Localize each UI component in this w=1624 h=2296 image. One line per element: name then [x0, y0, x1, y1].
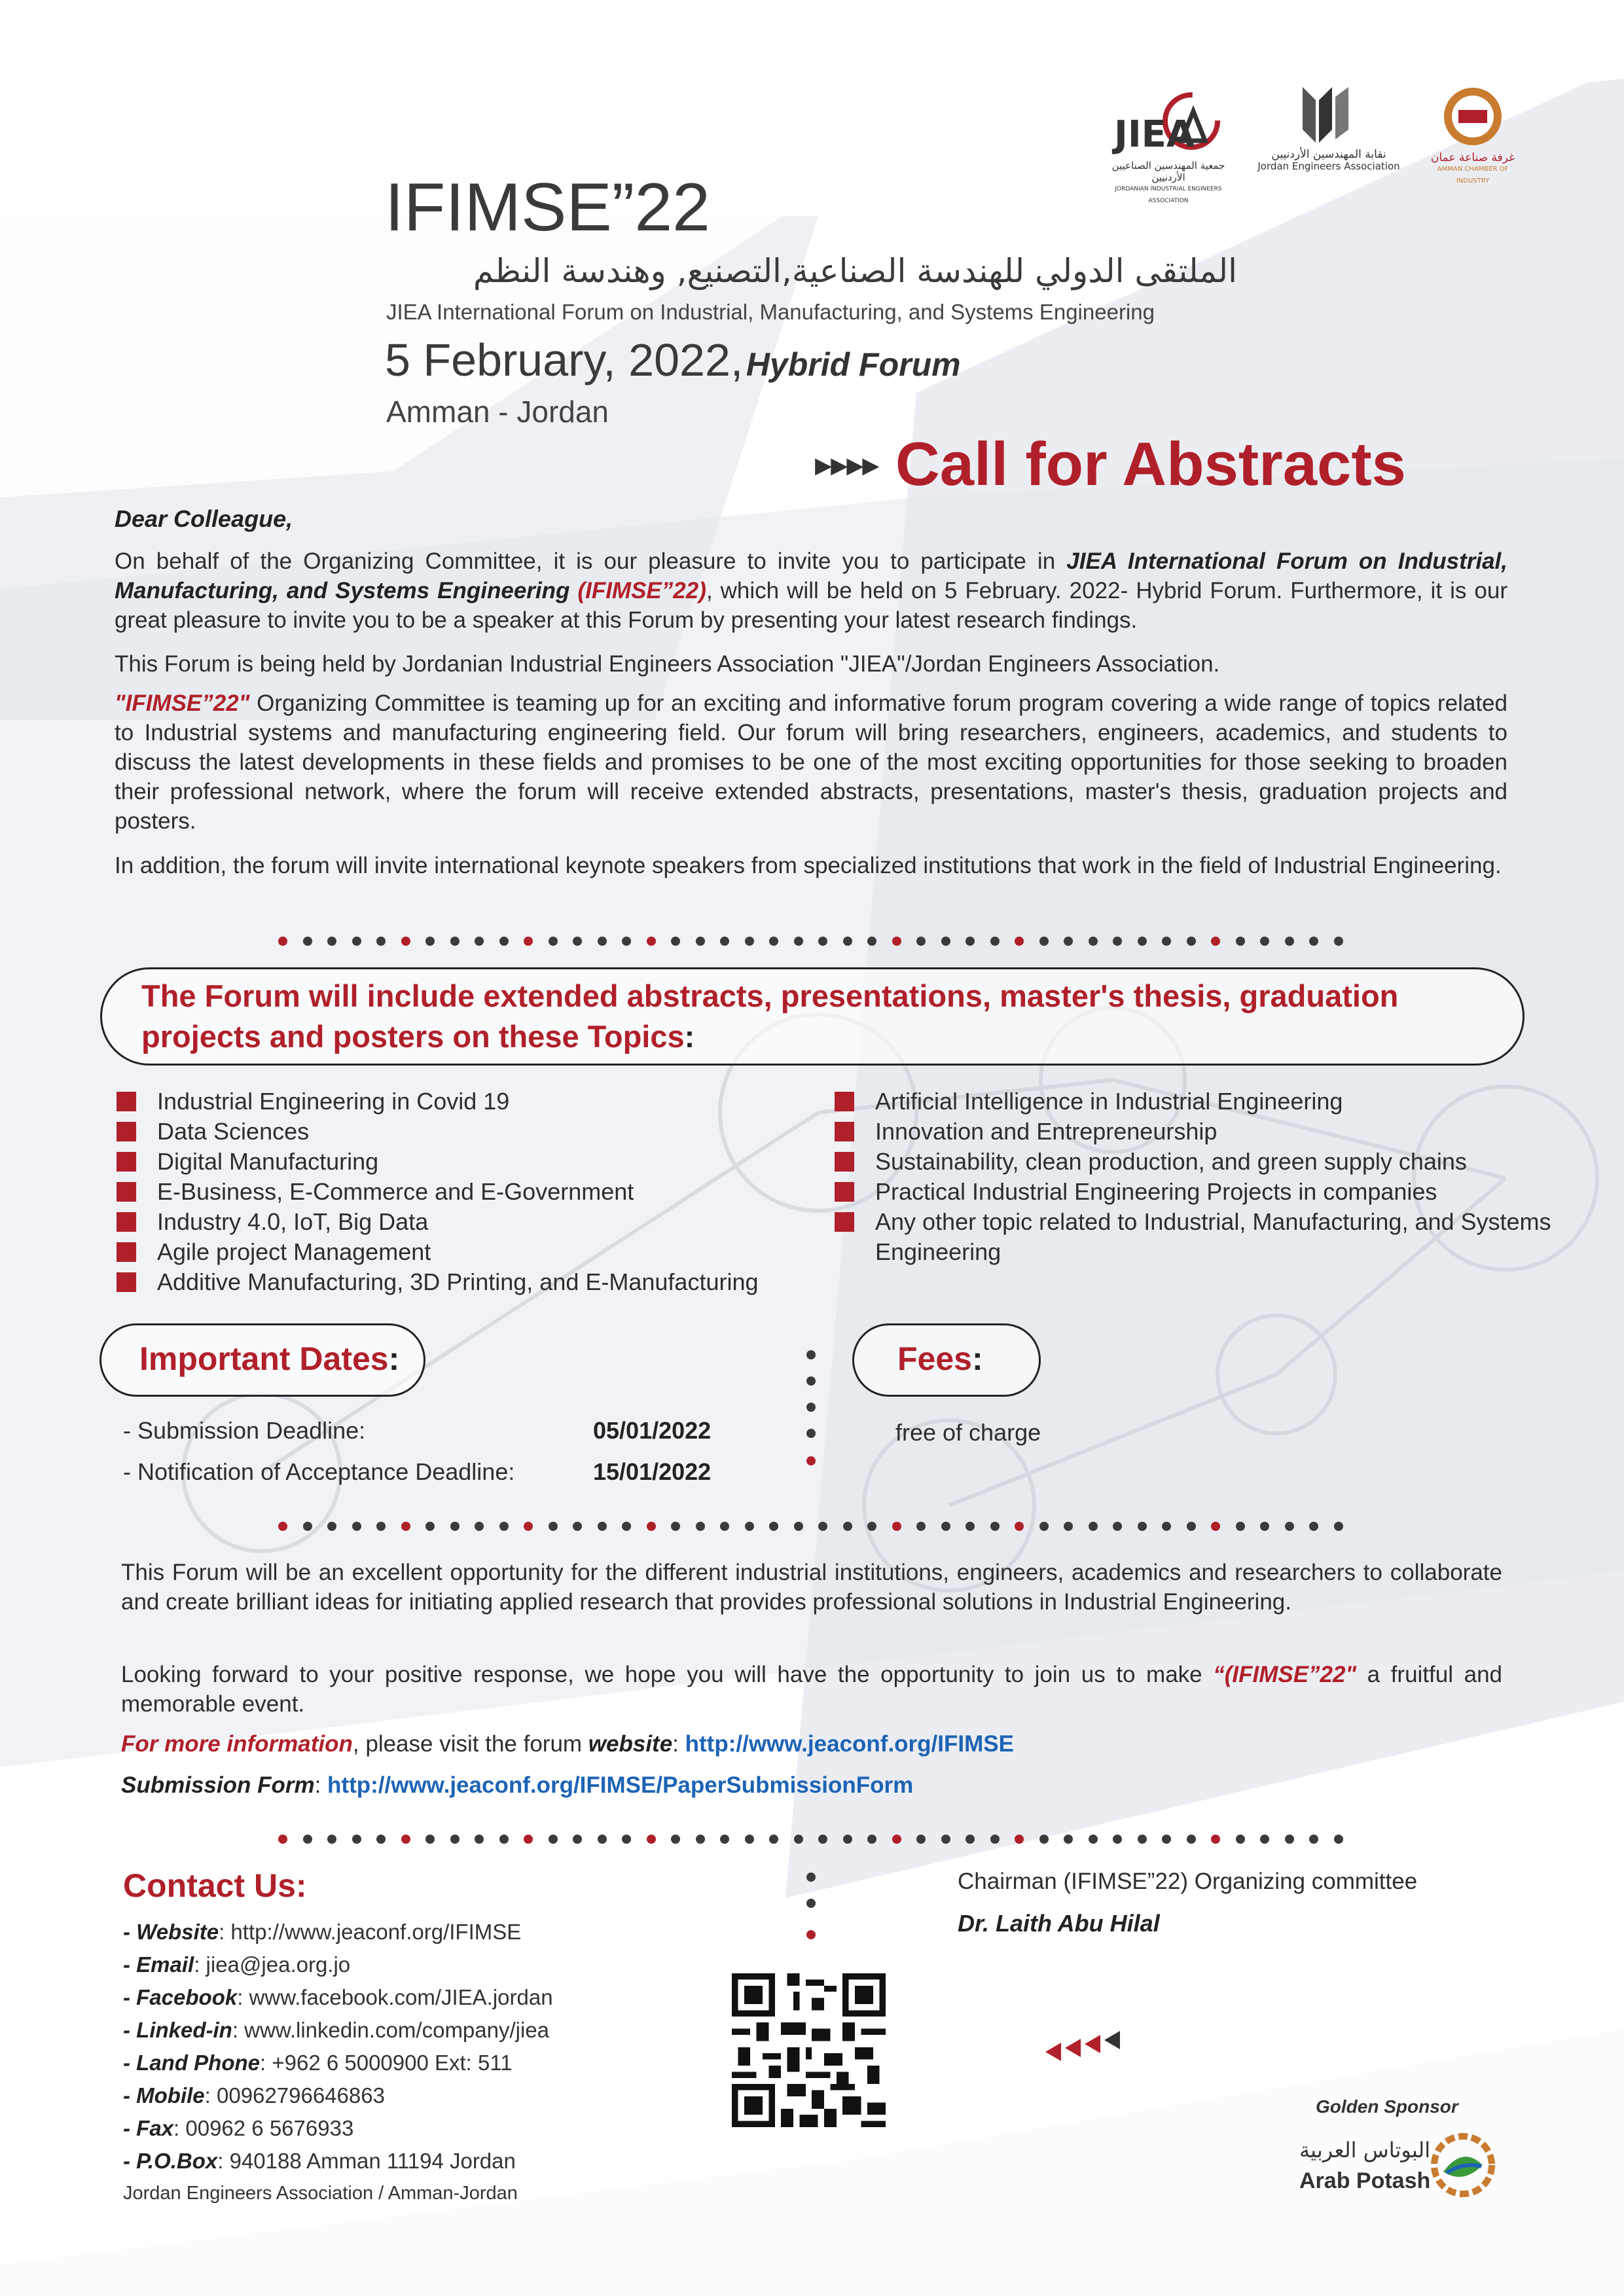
topic-bullet-icon	[117, 1212, 136, 1232]
separator-dot	[745, 1835, 754, 1844]
jiea-logo-text: JIEA	[1114, 113, 1195, 156]
separator-dot	[1187, 1522, 1196, 1531]
contact-item-value: : www.facebook.com/JIEA.jordan	[237, 1985, 553, 2009]
separator-dot	[867, 1835, 876, 1844]
separator-dot	[1211, 1522, 1220, 1531]
topic-bullet-icon	[835, 1092, 854, 1111]
notification-deadline-label: - Notification of Acceptance Deadline:	[123, 1458, 515, 1485]
separator-dot	[769, 937, 778, 946]
closing-p2-text-c: a fruitful and memorable event.	[121, 1662, 1502, 1717]
separator-dot	[278, 1835, 287, 1844]
forum-date-line	[385, 334, 961, 386]
separator-dot	[303, 1522, 312, 1531]
p1-forum-acronym: (IFIMSE”22)	[577, 578, 706, 603]
forum-format: Hybrid Forum	[746, 346, 961, 383]
separator-dot	[1015, 1522, 1024, 1531]
separator-dot	[818, 1835, 827, 1844]
notification-deadline-value: 15/01/2022	[593, 1458, 712, 1485]
contact-item	[123, 2145, 553, 2178]
contact-item	[123, 1948, 553, 1981]
dot-separator-1	[278, 935, 1352, 948]
sponsor-name-ar: البوتاس العربية	[1299, 2138, 1431, 2162]
separator-dot	[376, 1835, 386, 1844]
separator-dot	[475, 1835, 484, 1844]
letter-paragraph-3	[115, 689, 1507, 836]
separator-dot	[1089, 1835, 1098, 1844]
chamber-logo-mark	[1440, 84, 1506, 149]
chairman-role: Chairman (IFIMSE”22) Organizing committee	[958, 1869, 1418, 1894]
separator-dot	[401, 1522, 410, 1531]
separator-dot	[401, 1835, 410, 1844]
separator-dot	[425, 937, 435, 946]
jea-logo	[1254, 84, 1404, 172]
separator-dot	[549, 937, 558, 946]
contact-item-value: : 00962 6 5676933	[173, 2116, 354, 2140]
call-heading	[815, 429, 1406, 499]
forum-location: Amman - Jordan	[386, 395, 609, 429]
separator-dot	[671, 1522, 680, 1531]
p1-text-a: On behalf of the Organizing Committee, it is our pleasure to invite you to participate in	[115, 548, 1067, 574]
contact-item-label: - Linked-in	[123, 2018, 232, 2042]
closing-p2-acronym: “(IFIMSE”22"	[1213, 1662, 1357, 1687]
jiea-caption-ar: جمعية المهندسين الصناعيين الأردنيين	[1111, 160, 1225, 183]
contact-item	[123, 2014, 553, 2047]
separator-dot	[1138, 1835, 1147, 1844]
call-title: Call for Abstracts	[895, 429, 1406, 498]
forum-subtitle: JIEA International Forum on Industrial, Manufacturing, and Systems Engineering	[386, 300, 1155, 324]
topic-bullet-icon	[117, 1242, 136, 1262]
contact-item	[123, 2112, 553, 2145]
sponsor-name-en: Arab Potash	[1299, 2168, 1431, 2193]
separator-dot	[524, 1522, 533, 1531]
separator-dot	[499, 937, 509, 946]
jiea-caption-en: JORDANIAN INDUSTRIAL ENGINEERS ASSOCIATION	[1115, 186, 1222, 204]
separator-dot	[1309, 1835, 1318, 1844]
topic-bullet-icon	[835, 1122, 854, 1141]
separator-dot	[425, 1835, 435, 1844]
contact-item-label: - Facebook	[123, 1985, 238, 2009]
more-info-label: For more information	[121, 1731, 353, 1757]
website-colon: :	[672, 1731, 685, 1757]
separator-dot	[941, 1522, 950, 1531]
p3-forum-acronym: "IFIMSE”22"	[115, 691, 250, 716]
website-link[interactable]: http://www.jeaconf.org/IFIMSE	[685, 1731, 1014, 1757]
submission-form-line	[121, 1770, 1502, 1800]
contact-item	[123, 2047, 553, 2079]
topic-item: E-Business, E-Commerce and E-Government	[157, 1178, 634, 1205]
separator-dot	[867, 937, 876, 946]
separator-dot	[1089, 1522, 1098, 1531]
separator-dot	[745, 1522, 754, 1531]
separator-dot	[1113, 937, 1122, 946]
important-dates-colon: :	[388, 1340, 400, 1377]
website-label: website	[588, 1731, 673, 1757]
separator-dot	[843, 1522, 852, 1531]
separator-dot	[843, 937, 852, 946]
topic-bullet-icon	[117, 1092, 136, 1111]
topic-item: Industrial Engineering in Covid 19	[157, 1088, 510, 1115]
separator-dot	[745, 937, 754, 946]
topic-bullet-icon	[835, 1182, 854, 1202]
topic-bullet-icon	[117, 1152, 136, 1172]
separator-dot	[524, 1835, 533, 1844]
separator-dot	[1187, 1835, 1196, 1844]
separator-dot	[352, 937, 361, 946]
topic-bullet-icon	[835, 1212, 854, 1232]
separator-dot	[1162, 937, 1171, 946]
separator-dot	[867, 1522, 876, 1531]
topic-item: Digital Manufacturing	[157, 1148, 379, 1175]
separator-dot	[1260, 1835, 1269, 1844]
separator-dot	[573, 1522, 582, 1531]
important-dates-header-box	[99, 1323, 425, 1397]
separator-dot	[352, 1522, 361, 1531]
submission-form-label: Submission Form	[121, 1772, 315, 1798]
arab-potash-emblem	[1430, 2132, 1496, 2198]
separator-dot	[303, 937, 312, 946]
separator-dot	[303, 1835, 312, 1844]
separator-dot	[916, 1522, 926, 1531]
separator-dot	[1260, 1522, 1269, 1531]
important-dates-title	[139, 1340, 399, 1378]
separator-dot	[450, 937, 460, 946]
separator-dot	[1162, 1522, 1171, 1531]
more-info-line	[121, 1729, 1502, 1759]
contact-item-label: - Mobile	[123, 2083, 205, 2108]
arrow-icon: ▸▸▸▸	[815, 446, 878, 484]
chamber-caption-en: AMMAN CHAMBER OF INDUSTRY	[1437, 166, 1509, 185]
contact-title: Contact Us:	[123, 1867, 307, 1904]
topic-item: Artificial Intelligence in Industrial Engineering	[875, 1088, 1343, 1115]
separator-dot	[794, 1835, 803, 1844]
jea-caption-en: Jordan Engineers Association	[1257, 160, 1400, 172]
separator-dot	[843, 1835, 852, 1844]
fees-value: free of charge	[895, 1419, 1041, 1446]
separator-dot	[647, 937, 656, 946]
topic-item: Agile project Management	[157, 1238, 431, 1265]
greeting: Dear Colleague,	[115, 505, 293, 532]
separator-dot	[622, 937, 631, 946]
triangle-arrows-icon	[1044, 2026, 1129, 2065]
contact-item	[123, 1916, 553, 1948]
separator-dot	[450, 1522, 460, 1531]
separator-dot	[818, 937, 827, 946]
chamber-logo	[1424, 84, 1522, 187]
contact-item-value: : 940188 Amman 11194 Jordan	[217, 2149, 516, 2173]
dot-separator-2	[278, 1520, 1352, 1533]
separator-dot	[1138, 937, 1147, 946]
separator-dot	[916, 937, 926, 946]
separator-dot	[769, 1522, 778, 1531]
separator-dot	[647, 1522, 656, 1531]
separator-dot	[1285, 1835, 1294, 1844]
separator-dot	[1334, 1835, 1343, 1844]
more-info-text: , please visit the forum	[352, 1731, 588, 1757]
separator-dot	[598, 1522, 607, 1531]
separator-dot	[720, 937, 729, 946]
submission-deadline-label: - Submission Deadline:	[123, 1417, 366, 1444]
separator-dot	[1236, 1835, 1245, 1844]
separator-dot	[671, 1835, 680, 1844]
topics-header-colon: :	[684, 1019, 695, 1054]
topic-bullet-icon	[835, 1152, 854, 1172]
separator-dot	[425, 1522, 435, 1531]
separator-dot	[1064, 1522, 1073, 1531]
fees-title	[897, 1340, 983, 1378]
separator-dot	[278, 1522, 287, 1531]
submission-deadline-value: 05/01/2022	[593, 1417, 712, 1444]
separator-dot	[720, 1522, 729, 1531]
separator-dot	[598, 937, 607, 946]
letter-paragraph-2: This Forum is being held by Jordanian Industrial Engineers Association "JIEA"/Jordan Engineers Association.	[115, 651, 1220, 677]
separator-dot	[916, 1835, 926, 1844]
separator-dot	[965, 1835, 975, 1844]
separator-dot	[524, 937, 533, 946]
separator-dot	[941, 1835, 950, 1844]
separator-dot	[1113, 1835, 1122, 1844]
contact-item-value: : http://www.jeaconf.org/IFIMSE	[219, 1920, 522, 1944]
qr-code[interactable]	[732, 1973, 886, 2127]
separator-dot	[327, 937, 336, 946]
topics-header-text: The Forum will include extended abstracts, presentations, master's thesis, graduation projects and posters on these Topics	[141, 978, 1399, 1054]
separator-dot	[941, 937, 950, 946]
separator-dot	[1236, 1522, 1245, 1531]
jiea-logo	[1106, 88, 1231, 207]
topic-item: Data Sciences	[157, 1118, 310, 1145]
separator-dot	[818, 1522, 827, 1531]
separator-dot	[769, 1835, 778, 1844]
topics-header	[141, 976, 1490, 1057]
separator-dot	[794, 937, 803, 946]
separator-dot	[892, 937, 901, 946]
important-dates-title-text: Important Dates	[139, 1340, 389, 1377]
p1-forum-name: JIEA International Forum on Industrial, Manufacturing, and Systems Engineering	[115, 548, 1508, 603]
separator-dot	[573, 1835, 582, 1844]
fees-title-text: Fees	[897, 1340, 972, 1377]
separator-dot	[1015, 1835, 1024, 1844]
separator-dot	[278, 937, 287, 946]
fees-colon: :	[971, 1340, 983, 1377]
chamber-caption-ar: غرفة صناعة عمان	[1431, 151, 1515, 164]
separator-dot	[965, 1522, 975, 1531]
contact-item-label: - P.O.Box	[123, 2149, 218, 2173]
separator-dot	[1039, 1835, 1049, 1844]
dot-separator-3	[278, 1833, 1352, 1846]
separator-dot	[1162, 1835, 1171, 1844]
separator-dot	[1334, 937, 1343, 946]
topic-item: Any other topic related to Industrial, Manufacturing, and Systems Engineering	[875, 1208, 1551, 1265]
separator-dot	[990, 1522, 1000, 1531]
vertical-dots-1	[802, 1348, 821, 1479]
separator-dot	[573, 937, 582, 946]
contact-item	[123, 1981, 553, 2014]
separator-dot	[1039, 1522, 1049, 1531]
golden-sponsor-label: Golden Sponsor	[1316, 2096, 1458, 2117]
contact-item-label: - Website	[123, 1920, 219, 1944]
jea-caption-ar: نقابة المهندسين الأردنيين	[1271, 148, 1386, 161]
separator-dot	[352, 1835, 361, 1844]
separator-dot	[475, 1522, 484, 1531]
contact-item-label: - Fax	[123, 2116, 174, 2140]
separator-dot	[549, 1522, 558, 1531]
separator-dot	[622, 1522, 631, 1531]
separator-dot	[647, 1835, 656, 1844]
separator-dot	[1260, 937, 1269, 946]
separator-dot	[376, 937, 386, 946]
separator-dot	[892, 1835, 901, 1844]
arab-potash-logo	[1299, 2132, 1496, 2204]
separator-dot	[1334, 1522, 1343, 1531]
topic-item: Industry 4.0, IoT, Big Data	[157, 1208, 429, 1235]
closing-paragraph-2	[121, 1660, 1502, 1719]
forum-title: IFIMSE”22	[385, 170, 710, 245]
separator-dot	[965, 937, 975, 946]
separator-dot	[450, 1835, 460, 1844]
topics-header-box	[100, 967, 1525, 1066]
separator-dot	[1064, 1835, 1073, 1844]
separator-dot	[327, 1835, 336, 1844]
contact-item-label: - Land Phone	[123, 2051, 260, 2075]
vertical-dots-2	[802, 1871, 821, 1949]
arabic-title: الملتقى الدولي للهندسة الصناعية,التصنيع, وهندسة النظم	[473, 252, 1237, 290]
separator-dot	[892, 1522, 901, 1531]
topic-bullet-icon	[117, 1272, 136, 1292]
separator-dot	[1138, 1522, 1147, 1531]
separator-dot	[990, 937, 1000, 946]
separator-dot	[1187, 937, 1196, 946]
contact-item-value: : 00962796646863	[204, 2083, 385, 2108]
p3-text: Organizing Committee is teaming up for an exciting and informative forum program covering a wide range of topics related to Industrial systems and manufacturing engineering field. Our forum will bring researchers, engineers, academics, and students to discuss the latest developments in these fields and promises to be one of the most exciting opportunities for those seeking to broaden their professional network, where the forum will receive extended abstracts, presentations, master's thesis, graduation projects and posters.	[115, 691, 1507, 834]
contact-item-label: - Email	[123, 1952, 194, 1977]
separator-dot	[1309, 1522, 1318, 1531]
separator-dot	[499, 1522, 509, 1531]
fees-header-box	[852, 1323, 1041, 1397]
chairman-name: Dr. Laith Abu Hilal	[958, 1910, 1160, 1937]
topic-bullet-icon	[117, 1182, 136, 1202]
separator-dot	[1211, 1835, 1220, 1844]
p1-text-d: , which will be held on 5 February. 2022- Hybrid Forum. Furthermore, it is our great pleasure to invite you to be a speaker at this Forum by presenting your latest research findings.	[115, 578, 1507, 633]
separator-dot	[1113, 1522, 1122, 1531]
topic-item: Sustainability, clean production, and green supply chains	[875, 1148, 1467, 1175]
contact-item-value: : +962 6 5000900 Ext: 511	[260, 2051, 513, 2075]
jea-logo-mark	[1293, 84, 1365, 146]
separator-dot	[1309, 937, 1318, 946]
closing-paragraph-1: This Forum will be an excellent opportunity for the different industrial institutions, engineers, academics and researchers to collaborate and create brilliant ideas for initiating applied research that provides professional solutions in Industrial Engineering.	[121, 1560, 1502, 1615]
contact-footer: Jordan Engineers Association / Amman-Jordan	[123, 2183, 518, 2204]
separator-dot	[327, 1522, 336, 1531]
topic-item: Practical Industrial Engineering Projects in companies	[875, 1178, 1437, 1205]
separator-dot	[1285, 937, 1294, 946]
submission-form-colon: :	[314, 1772, 328, 1798]
separator-dot	[1064, 937, 1073, 946]
forum-date: 5 February, 2022,	[385, 334, 744, 386]
separator-dot	[598, 1835, 607, 1844]
letter-paragraph-4: In addition, the forum will invite international keynote speakers from specialized institutions that work in the field of Industrial Engineering.	[115, 853, 1502, 878]
separator-dot	[696, 937, 705, 946]
separator-dot	[401, 937, 410, 946]
separator-dot	[1211, 937, 1220, 946]
contact-item-value: : jiea@jea.org.jo	[194, 1952, 351, 1977]
separator-dot	[990, 1835, 1000, 1844]
separator-dot	[696, 1835, 705, 1844]
separator-dot	[1285, 1522, 1294, 1531]
topic-item: Additive Manufacturing, 3D Printing, and E-Manufacturing	[157, 1268, 759, 1295]
topic-bullet-icon	[117, 1122, 136, 1141]
submission-form-link[interactable]: http://www.jeaconf.org/IFIMSE/PaperSubmissionForm	[327, 1772, 914, 1798]
separator-dot	[1015, 937, 1024, 946]
separator-dot	[1039, 937, 1049, 946]
separator-dot	[671, 937, 680, 946]
contact-item	[123, 2079, 553, 2112]
separator-dot	[720, 1835, 729, 1844]
separator-dot	[622, 1835, 631, 1844]
contact-item-value: : www.linkedin.com/company/jiea	[232, 2018, 550, 2042]
letter-paragraph-1	[115, 547, 1507, 635]
topic-item: Innovation and Entrepreneurship	[875, 1118, 1218, 1145]
separator-dot	[1236, 937, 1245, 946]
separator-dot	[1089, 937, 1098, 946]
separator-dot	[549, 1835, 558, 1844]
separator-dot	[499, 1835, 509, 1844]
contact-list	[123, 1916, 553, 2178]
closing-p2-text-a: Looking forward to your positive response, we hope you will have the opportunity to join us to make	[121, 1662, 1214, 1687]
separator-dot	[475, 937, 484, 946]
separator-dot	[696, 1522, 705, 1531]
separator-dot	[794, 1522, 803, 1531]
separator-dot	[376, 1522, 386, 1531]
